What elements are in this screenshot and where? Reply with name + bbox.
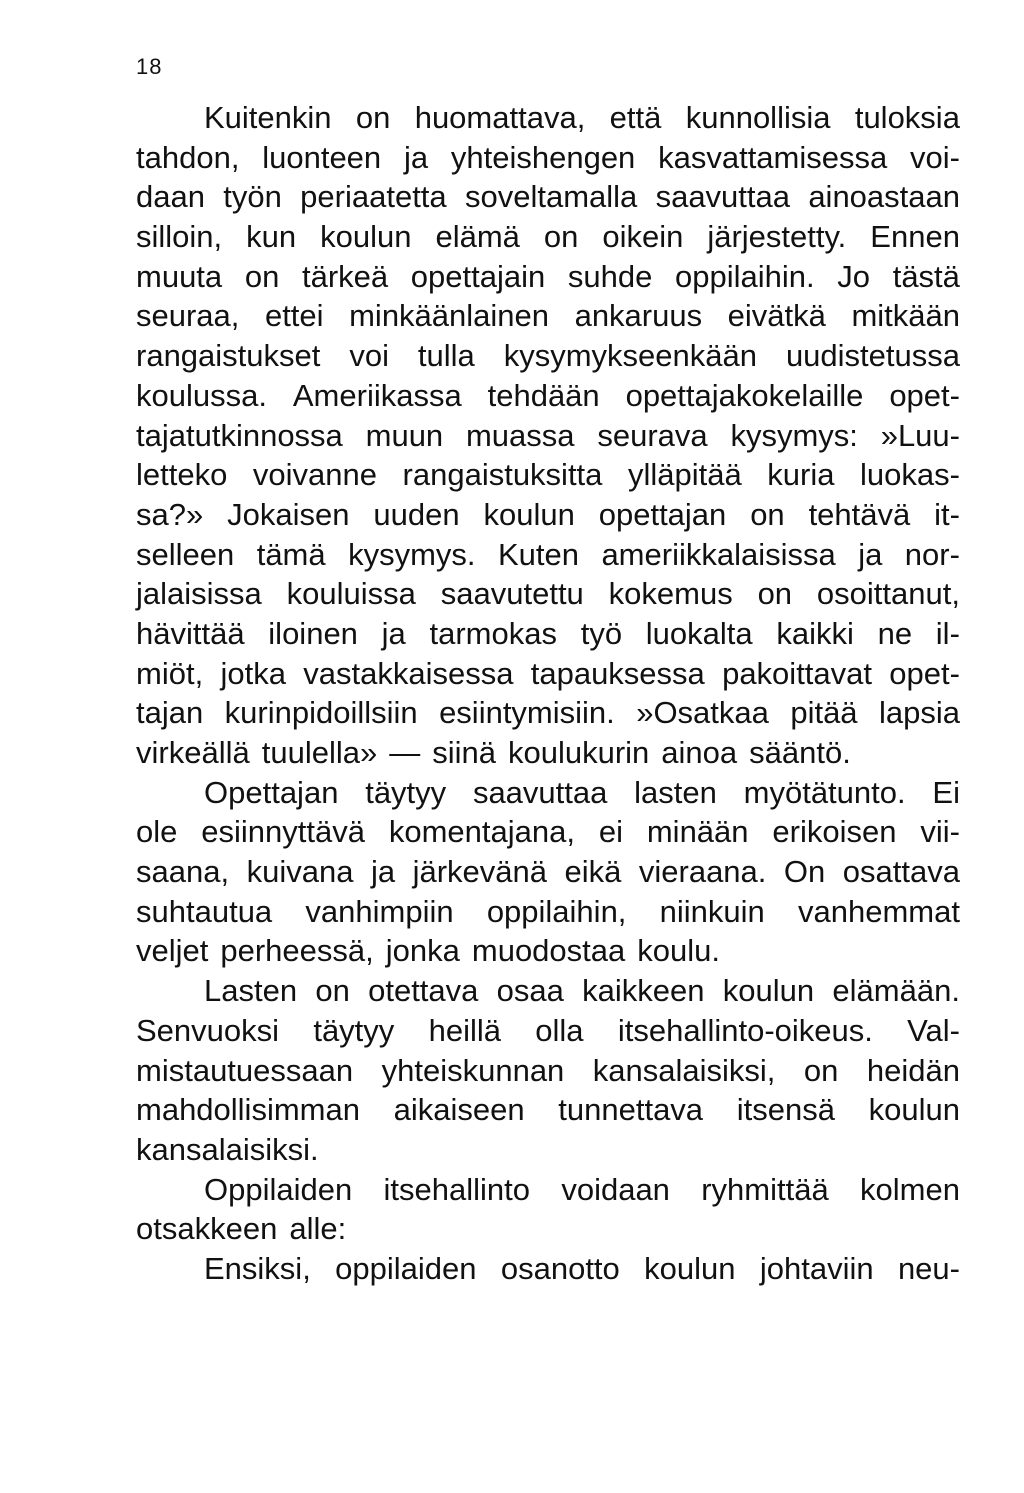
page-number: 18 bbox=[136, 54, 163, 79]
text-line: hävittää iloinen ja tarmokas työ luokalta kaikki ne il- bbox=[136, 615, 960, 651]
text-line: suhtautua vanhimpiin oppilaihin, niinkuin vanhemmat bbox=[136, 893, 960, 929]
text-line: mahdollisimman aikaiseen tunnettava itsensä koulun bbox=[136, 1092, 960, 1128]
text-line: daan työn periaatetta soveltamalla saavuttaa ainoastaan bbox=[136, 179, 960, 215]
text-line: sa?» Jokaisen uuden koulun opettajan on tehtävä it- bbox=[136, 496, 960, 532]
text-line: tajatutkinnossa muun muassa seurava kysymys: »Luu- bbox=[136, 417, 960, 453]
text-line: tajan kurinpidoillsiin esiintymisiin. »Osatkaa pitää lapsia bbox=[136, 695, 960, 731]
text-line: muuta on tärkeä opettajain suhde oppilaihin. Jo tästä bbox=[136, 258, 960, 294]
text-line: mistautuessaan yhteiskunnan kansalaisiksi, on heidän bbox=[136, 1052, 960, 1088]
body-text bbox=[136, 98, 960, 1289]
text-line: miöt, jotka vastakkaisessa tapauksessa pakoittavat opet- bbox=[136, 655, 960, 691]
text-line: tahdon, luonteen ja yhteishengen kasvattamisessa voi- bbox=[136, 139, 960, 175]
text-line: Ensiksi, oppilaiden osanotto koulun johtaviin neu- bbox=[204, 1250, 960, 1286]
text-line: seuraa, ettei minkäänlainen ankaruus eivätkä mitkään bbox=[136, 298, 960, 334]
text-line: Senvuoksi täytyy heillä olla itsehallinto-oikeus. Val- bbox=[136, 1012, 960, 1048]
text-line: letteko voivanne rangaistuksitta ylläpitää kuria luokas- bbox=[136, 457, 960, 493]
text-line: Oppilaiden itsehallinto voidaan ryhmittää kolmen bbox=[204, 1171, 960, 1207]
text-line: Opettajan täytyy saavuttaa lasten myötätunto. Ei bbox=[204, 774, 960, 810]
text-line: koulussa. Ameriikassa tehdään opettajakokelaille opet- bbox=[136, 377, 960, 413]
text-line: Kuitenkin on huomattava, että kunnollisia tuloksia bbox=[204, 100, 960, 135]
text-line: otsakkeen alle: bbox=[136, 1211, 347, 1247]
text-line: veljet perheessä, jonka muodostaa koulu. bbox=[136, 933, 720, 969]
text-line: Lasten on otettava osaa kaikkeen koulun elämään. bbox=[204, 973, 960, 1009]
text-line: jalaisissa kouluissa saavutettu kokemus on osoittanut, bbox=[136, 576, 960, 612]
text-line: rangaistukset voi tulla kysymykseenkään uudistetussa bbox=[136, 338, 960, 374]
text-line: virkeällä tuulella» — siinä koulukurin ainoa sääntö. bbox=[136, 735, 851, 770]
text-line: kansalaisiksi. bbox=[136, 1131, 319, 1167]
text-line: silloin, kun koulun elämä on oikein järjestetty. Ennen bbox=[136, 219, 960, 255]
text-line: saana, kuivana ja järkevänä eikä vieraana. On osattava bbox=[136, 854, 960, 890]
text-line: selleen tämä kysymys. Kuten ameriikkalaisissa ja nor- bbox=[136, 536, 960, 572]
text-line: ole esiinnyttävä komentajana, ei minään erikoisen vii- bbox=[136, 814, 960, 850]
